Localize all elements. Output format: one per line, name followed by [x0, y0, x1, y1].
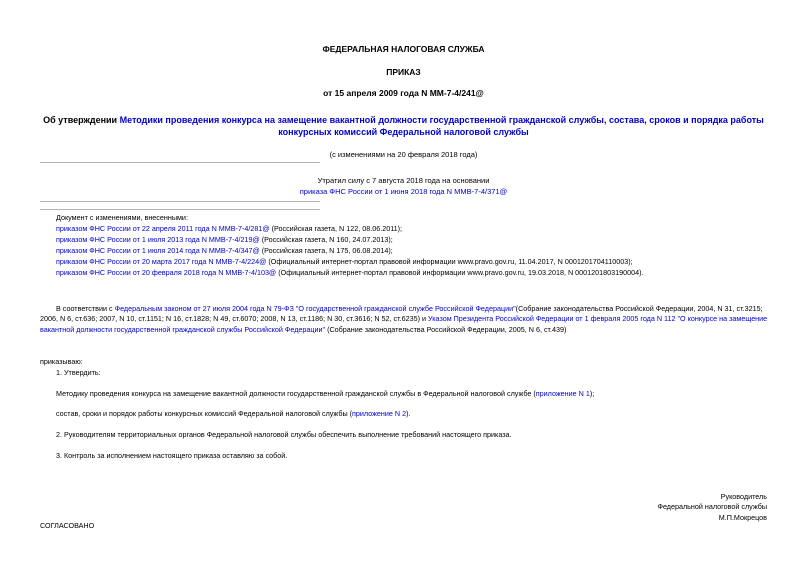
- approved-label: СОГЛАСОВАНО: [40, 521, 95, 530]
- change-source: (Российская газета, N 160, 24.07.2013);: [259, 235, 393, 244]
- signature-position: Руководитель: [720, 492, 767, 501]
- divider: [40, 201, 320, 202]
- change-link[interactable]: приказом ФНС России от 20 марта 2017 года N ММВ-7-4/224@: [56, 257, 267, 266]
- change-link[interactable]: приказом ФНС России от 1 июля 2013 года N ММВ-7-4/219@: [56, 235, 260, 244]
- signature-block: [658, 492, 768, 523]
- org-name: ФЕДЕРАЛЬНАЯ НАЛОГОВАЯ СЛУЖБА: [322, 44, 485, 54]
- doc-date: от 15 апреля 2009 года N ММ-7-4/241@: [323, 88, 484, 98]
- item-1: 1. Утвердить:: [56, 368, 101, 377]
- doc-type: ПРИКАЗ: [386, 67, 421, 77]
- presidential-decree-link[interactable]: Указом Президента Российской Федерации от 1 февраля 2005 года N 112 "О конкурсе на замещение вакантной должности государственной гражданской службы Российской Федерации": [40, 314, 768, 334]
- preamble-text: (Собрание законодательства Российской Федерации, 2005, N 6, ст.439): [325, 324, 567, 334]
- item-1b: [56, 410, 410, 419]
- divider: [40, 162, 320, 163]
- item-1a: [56, 390, 594, 399]
- appendix-2-link[interactable]: приложение N 2: [352, 409, 407, 418]
- change-source: (Официальный интернет-портал правовой информации www.pravo.gov.ru, 19.03.2018, N 0001201803190004).: [276, 268, 644, 277]
- item-text: ).: [406, 409, 411, 418]
- list-item: [56, 225, 402, 234]
- list-item: [56, 247, 393, 256]
- preamble-text: В соответствии с: [56, 304, 115, 313]
- federal-law-link[interactable]: Федеральным законом от 27 июля 2004 года N 79-ФЗ "О государственной гражданской службе Российской Федерации": [114, 304, 516, 313]
- item-text: );: [589, 389, 595, 398]
- preamble: [40, 304, 770, 335]
- change-source: (Российская газета, N 175, 06.08.2014);: [259, 246, 393, 255]
- change-source: (Российская газета, N 122, 08.06.2011);: [269, 224, 403, 233]
- changes-intro: Документ с изменениями, внесенными:: [56, 213, 188, 222]
- change-link[interactable]: приказом ФНС России от 22 апреля 2011 года N ММВ-7-4/281@: [56, 224, 270, 233]
- signature-name: М.П.Мокрецов: [718, 512, 767, 522]
- list-item: [56, 269, 644, 278]
- title-prefix: Об утверждении: [43, 115, 120, 125]
- list-item: [56, 258, 633, 267]
- item-2: 2. Руководителям территориальных органов Федеральной налоговой службы обеспечить выполнение требований настоящего приказа.: [56, 430, 512, 439]
- preamble-text: (Собрание законодательства Российской Федерации, 2004, N 31, ст.3215; 2006, N 6, ст.636; 2007, N 10, ст.1151; N 16, ст.1828; N 49, ст.6070; 2008, N 13, ст.1186; N 30, ст.3616; N 52, ст.6235) и: [40, 304, 763, 324]
- revision-note: (с изменениями на 20 февраля 2018 года): [329, 150, 478, 159]
- lost-force-link-line: [0, 187, 807, 196]
- divider: [40, 209, 320, 210]
- lost-force-link[interactable]: приказа ФНС России от 1 июня 2018 года N ММВ-7-4/371@: [299, 187, 508, 196]
- change-link[interactable]: приказом ФНС России от 1 июля 2014 года N ММВ-7-4/347@: [56, 246, 260, 255]
- signature-org: Федеральной налоговой службы: [657, 502, 767, 512]
- title-link[interactable]: Методики проведения конкурса на замещение вакантной должности государственной гражданской службы, состава, сроков и порядка работы конкурсных комиссий Федеральной налоговой службы: [119, 115, 764, 137]
- document-title: [40, 115, 767, 138]
- change-source: (Официальный интернет-портал правовой информации www.pravo.gov.ru, 11.04.2017, N 0001201704110003);: [266, 257, 633, 266]
- change-link[interactable]: приказом ФНС России от 20 февраля 2018 года N ММВ-7-4/103@: [56, 268, 277, 277]
- orders-label: приказываю:: [40, 357, 83, 366]
- item-text: состав, сроки и порядок работы конкурсных комиссий Федеральной налоговой службы (: [56, 409, 352, 418]
- item-3: 3. Контроль за исполнением настоящего приказа оставляю за собой.: [56, 451, 288, 460]
- list-item: [56, 236, 393, 245]
- item-text: Методику проведения конкурса на замещение вакантной должности государственной гражданской службы в Федеральной налоговой службе (: [56, 389, 536, 398]
- lost-force-note: Утратил силу с 7 августа 2018 года на основании: [317, 176, 490, 185]
- appendix-1-link[interactable]: приложение N 1: [535, 389, 590, 398]
